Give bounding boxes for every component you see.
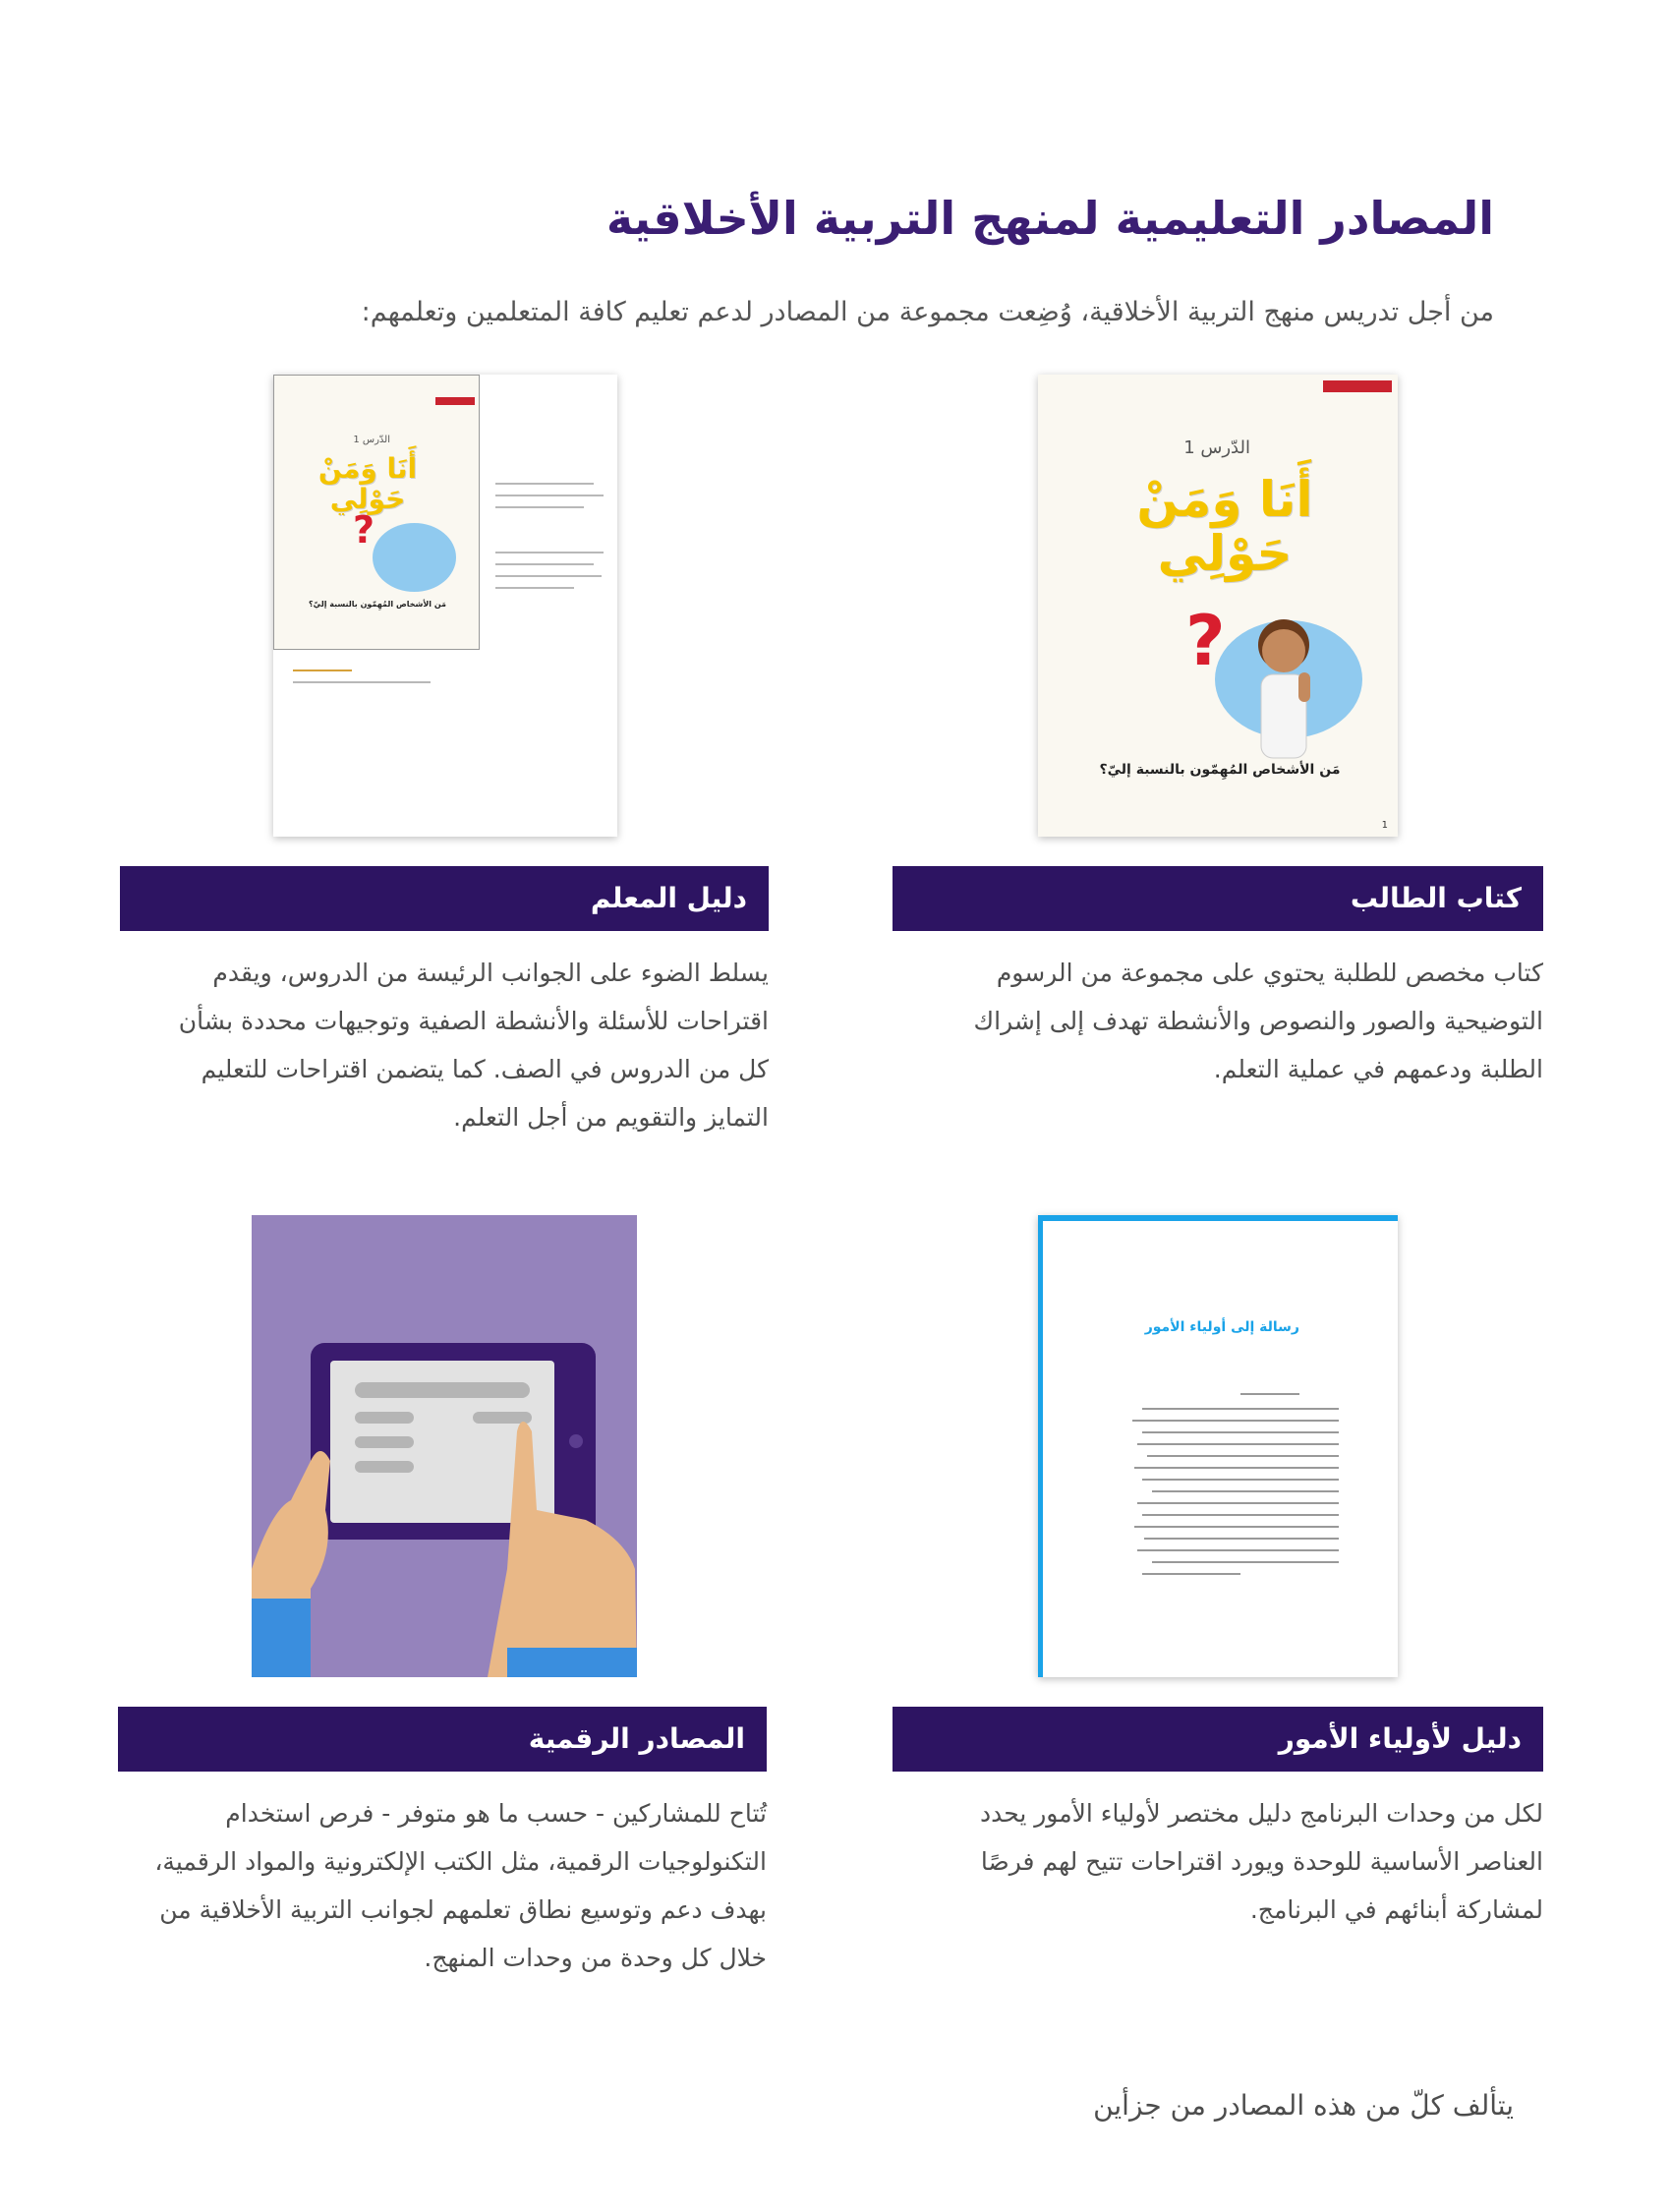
text-line xyxy=(1132,1420,1339,1422)
footer-note: يتألف كلّ من هذه المصادر من جزأين xyxy=(1093,2089,1514,2122)
text-line xyxy=(1142,1408,1339,1410)
teacher-guide-heading: دليل المعلم xyxy=(120,866,769,931)
cover-lesson: الدّرس 1 xyxy=(1183,437,1250,458)
student-book-cover xyxy=(1038,375,1398,837)
digital-resources-heading: المصادر الرقمية xyxy=(118,1707,767,1772)
intro-text: من أجل تدريس منهج التربية الأخلاقية، وُضِعت مجموعة من المصادر لدعم تعليم كافة المتعلمين وتعلمهم: xyxy=(361,297,1494,327)
parent-letter-page xyxy=(1038,1215,1398,1677)
mini-question-mark-icon: ? xyxy=(353,508,375,552)
digital-resources-illustration xyxy=(252,1215,637,1677)
mini-cover-title-line2: حَوْلِي xyxy=(329,482,406,515)
cover-title-line2: حَوْلِي xyxy=(1157,525,1293,582)
text-line xyxy=(293,681,431,683)
text-line xyxy=(495,587,574,589)
text-line xyxy=(1152,1561,1339,1563)
text-line xyxy=(1240,1393,1299,1395)
text-line xyxy=(495,483,594,485)
mini-cover-lesson: الدّرس 1 xyxy=(353,435,390,445)
text-line xyxy=(293,669,352,671)
text-line xyxy=(495,552,604,553)
question-mark-icon: ? xyxy=(1185,601,1226,681)
page-title: المصادر التعليمية لمنهج التربية الأخلاقية xyxy=(605,192,1494,245)
parent-guide-text: لكل من وحدات البرنامج دليل مختصر لأولياء الأمور يحدد العناصر الأساسية للوحدة ويورد اقتراحات تتيح لهم فرصًا لمشاركة أبنائهم في البرنامج. xyxy=(979,1799,1543,1924)
text-line xyxy=(1142,1431,1339,1433)
cover-title-line1: أَنَا وَمَنْ xyxy=(1136,471,1313,528)
text-line xyxy=(495,495,604,496)
text-line xyxy=(495,563,594,565)
text-line xyxy=(1142,1573,1240,1575)
text-line xyxy=(1137,1549,1339,1551)
tablet-hands-icon xyxy=(252,1215,637,1677)
cover-title xyxy=(1126,473,1323,581)
cover-page-number: 1 xyxy=(1381,820,1388,831)
text-line xyxy=(1142,1514,1339,1516)
parent-letter-title: رسالة إلى أولياء الأمور xyxy=(1144,1319,1299,1335)
teacher-guide-spread xyxy=(273,375,617,837)
student-book-heading: كتاب الطالب xyxy=(893,866,1543,931)
text-line xyxy=(495,575,602,577)
text-line xyxy=(1137,1502,1339,1504)
mini-cover-title-line1: أَنَا وَمَنْ xyxy=(317,452,418,485)
text-line xyxy=(1134,1526,1339,1528)
text-line xyxy=(1137,1443,1339,1445)
boy-illustration xyxy=(1230,606,1338,763)
mini-cloud xyxy=(373,523,456,592)
digital-resources-text: تُتاح للمشاركين - حسب ما هو متوفر - فرص استخدام التكنولوجيات الرقمية، مثل الكتب الإلكترونية والمواد الرقمية، بهدف دعم وتوسيع نطاق تعلمهم لجوانب التربية الأخلاقية من خلال كل وحدة من وحدات المنهج. xyxy=(154,1799,767,1972)
text-line xyxy=(495,506,584,508)
cover-question: مَن الأشخاص المُهِمّون بالنسبة إليّ؟ xyxy=(1099,762,1341,778)
text-line xyxy=(1147,1455,1339,1457)
mini-cover-tag xyxy=(435,397,475,405)
mini-cover-question: مَن الأشخاص المُهِمّون بالنسبة إليّ؟ xyxy=(308,600,446,609)
cover-tag xyxy=(1323,380,1392,392)
teacher-guide-mini-cover xyxy=(273,375,480,650)
text-line xyxy=(1134,1467,1339,1469)
student-book-text: كتاب مخصص للطلبة يحتوي على مجموعة من الرسوم التوضيحية والصور والنصوص والأنشطة تهدف إلى إشراك الطلبة ودعمهم في عملية التعلم. xyxy=(973,959,1543,1083)
text-line xyxy=(1152,1490,1339,1492)
teacher-guide-text: يسلط الضوء على الجوانب الرئيسة من الدروس، ويقدم اقتراحات للأسئلة والأنشطة الصفية وتوجيهات محددة بشأن كل من الدروس في الصف. كما يتضمن اقتراحات للتعليم التمايز والتقويم من أجل التعلم. xyxy=(178,959,769,1132)
text-line xyxy=(1144,1538,1339,1540)
parent-guide-heading: دليل لأولياء الأمور xyxy=(893,1707,1543,1772)
text-line xyxy=(1142,1479,1339,1481)
mini-cover-title xyxy=(314,454,422,515)
